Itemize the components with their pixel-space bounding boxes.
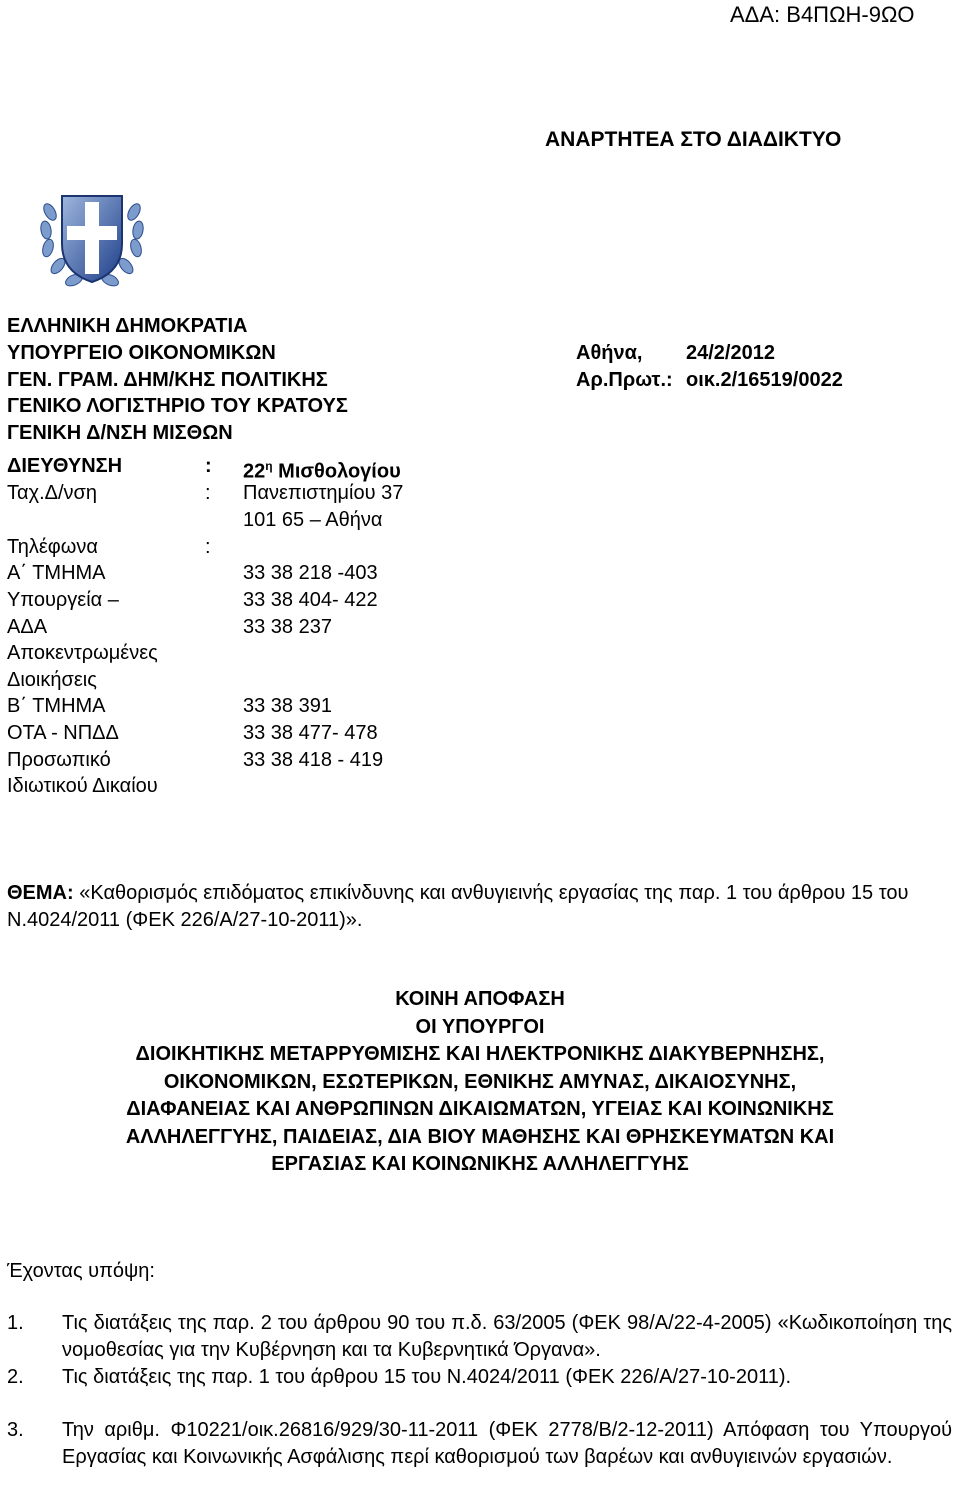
header-line-accounting-office: ΓΕΝΙΚΟ ΛΟΓΙΣΤΗΡΙΟ ΤΟΥ ΚΡΑΤΟΥΣ <box>7 395 348 417</box>
phone-row-label: Ιδιωτικού Δικαίου <box>7 775 158 797</box>
decision-line: ΔΙΑΦΑΝΕΙΑΣ ΚΑΙ ΑΝΘΡΩΠΙΝΩΝ ΔΙΚΑΙΩΜΑΤΩΝ, ΥΓΕΙΑΣ ΚΑΙ ΚΟΙΝΩΝΙΚΗΣ <box>126 1098 834 1120</box>
directorate-number: 22 <box>243 460 266 483</box>
header-line-ministry: ΥΠΟΥΡΓΕΙΟ ΟΙΚΟΝΟΜΙΚΩΝ <box>7 342 276 364</box>
date-value: 24/2/2012 <box>686 342 775 364</box>
phone-row-label: Προσωπικό <box>7 749 111 771</box>
subject-label: ΘΕΜΑ: <box>7 882 74 904</box>
decision-line: ΟΙ ΥΠΟΥΡΓΟΙ <box>415 1015 545 1038</box>
address-label: Ταχ.Δ/νση <box>7 482 98 504</box>
list-item-text: Τις διατάξεις της παρ. 2 του άρθρου 90 του π.δ. 63/2005 (ΦΕΚ 98/Α/22-4-2005) «Κωδικοποίηση της νομοθεσίας για την Κυβέρνηση και τα Κυβερνητικά Όργανα». <box>62 1312 952 1361</box>
posted-online-notice: ΑΝΑΡΤΗΤΕΑ ΣΤΟ ΔΙΑΔΙΚΤΥΟ <box>545 128 842 151</box>
phone-row-label: Διοικήσεις <box>7 669 97 691</box>
phones-colon: : <box>205 536 211 558</box>
list-item-number: 2. <box>7 1366 24 1388</box>
phones-label: Τηλέφωνα <box>7 536 98 558</box>
having-regard-heading: Έχοντας υπόψη: <box>7 1260 155 1282</box>
phone-row-label: ΑΔΑ <box>7 616 48 638</box>
ada-code: ΑΔΑ: Β4ΠΩΗ-9ΩΟ <box>730 2 915 27</box>
phone-row-label: Α΄ ΤΜΗΜΑ <box>7 562 106 584</box>
header-line-salaries-directorate: ΓΕΝΙΚΗ Δ/ΝΣΗ ΜΙΣΘΩΝ <box>7 422 233 444</box>
address-colon: : <box>205 482 211 504</box>
protocol-value: οικ.2/16519/0022 <box>686 369 843 391</box>
subject-text: «Καθορισμός επιδόματος επικίνδυνης και ανθυγιεινής εργασίας της παρ. 1 του άρθρου 15 του Ν.4024/2011 (ΦΕΚ 226/Α/27-10-2011)». <box>7 882 909 931</box>
directorate-colon: : <box>205 455 212 477</box>
address-line-2: 101 65 – Αθήνα <box>243 509 383 531</box>
phone-row-label: Αποκεντρωμένες <box>7 642 158 664</box>
phone-row-number: 33 38 404- 422 <box>243 589 378 611</box>
greek-coat-of-arms-icon <box>36 182 148 294</box>
decision-line: ΟΙΚΟΝΟΜΙΚΩΝ, ΕΣΩΤΕΡΙΚΩΝ, ΕΘΝΙΚΗΣ ΑΜΥΝΑΣ, ΔΙΚΑΙΟΣΥΝΗΣ, <box>163 1070 797 1093</box>
phone-row-label: Υπουργεία – <box>7 589 119 611</box>
directorate-label: ΔΙΕΥΘΥΝΣΗ <box>7 455 123 477</box>
list-item-number: 3. <box>7 1419 24 1441</box>
list-item-text: Την αριθμ. Φ10221/οικ.26816/929/30-11-2011 (ΦΕΚ 2778/Β/2-12-2011) Απόφαση του Υπουργού Εργασίας και Κοινωνικής Ασφάλισης περί καθορισμού των βαρέων και ανθυγιεινών εργασιών. <box>62 1419 952 1468</box>
protocol-label: Αρ.Πρωτ.: <box>576 369 673 391</box>
phone-row-number: 33 38 391 <box>243 695 332 717</box>
phone-row-label: Β΄ ΤΜΗΜΑ <box>7 695 106 717</box>
decision-line: ΔΙΟΙΚΗΤΙΚΗΣ ΜΕΤΑΡΡΥΘΜΙΣΗΣ ΚΑΙ ΗΛΕΚΤΡΟΝΙΚΗΣ ΔΙΑΚΥΒΕΡΝΗΣΗΣ, <box>135 1043 825 1065</box>
phone-row-number: 33 38 218 -403 <box>243 562 378 584</box>
directorate-superscript: η <box>265 459 273 473</box>
decision-line: ΕΡΓΑΣΙΑΣ ΚΑΙ ΚΟΙΝΩΝΙΚΗΣ ΑΛΛΗΛΕΓΓΥΗΣ <box>271 1153 689 1175</box>
decision-line: ΑΛΛΗΛΕΓΓΥΗΣ, ΠΑΙΔΕΙΑΣ, ΔΙΑ ΒΙΟΥ ΜΑΘΗΣΗΣ ΚΑΙ ΘΡΗΣΚΕΥΜΑΤΩΝ ΚΑΙ <box>125 1125 835 1148</box>
decision-heading <box>0 986 960 1179</box>
directorate-title: Μισθολογίου <box>278 460 401 483</box>
phone-row-number: 33 38 477- 478 <box>243 722 378 744</box>
subject <box>7 880 952 934</box>
header-line-general-secretariat: ΓΕΝ. ΓΡΑΜ. ΔΗΜ/ΚΗΣ ΠΟΛΙΤΙΚΗΣ <box>7 369 328 391</box>
phone-row-number: 33 38 418 - 419 <box>243 749 384 771</box>
date-label: Αθήνα, <box>576 342 643 364</box>
header-line-republic: ΕΛΛΗΝΙΚΗ ΔΗΜΟΚΡΑΤΙΑ <box>7 315 248 337</box>
address-line-1: Πανεπιστημίου 37 <box>243 482 404 504</box>
list-item-text: Τις διατάξεις της παρ. 1 του άρθρου 15 του Ν.4024/2011 (ΦΕΚ 226/Α/27-10-2011). <box>62 1366 792 1388</box>
decision-line: ΚΟΙΝΗ ΑΠΟΦΑΣΗ <box>395 988 565 1010</box>
list-item-number: 1. <box>7 1312 24 1334</box>
phone-row-number: 33 38 237 <box>243 616 332 638</box>
phone-row-label: ΟΤΑ - ΝΠΔΔ <box>7 722 119 744</box>
